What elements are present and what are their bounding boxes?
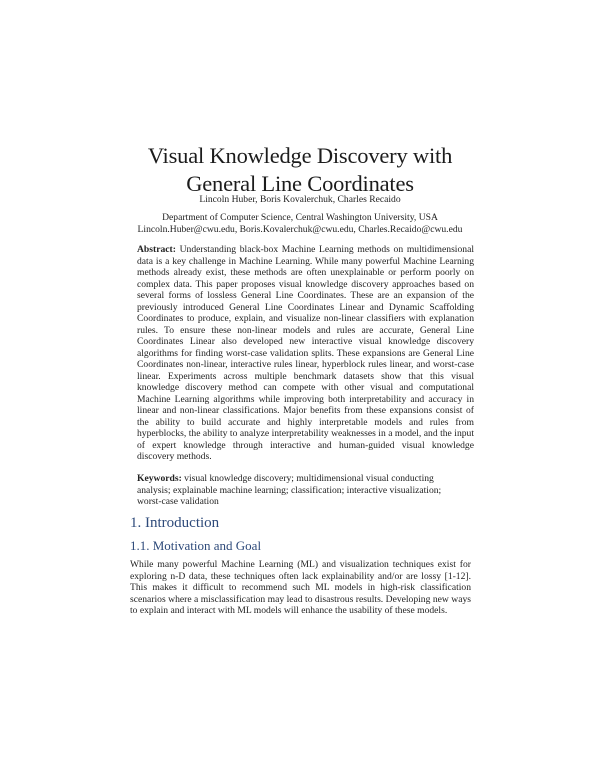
keywords-label: Keywords:: [137, 473, 182, 484]
paper-title: [100, 142, 500, 198]
title-line-1: Visual Knowledge Discovery with: [147, 143, 453, 168]
affiliation: Department of Computer Science, Central Washington University, USA: [162, 212, 438, 223]
subsection-heading-motivation: 1.1. Motivation and Goal: [130, 538, 262, 553]
body-paragraph: While many powerful Machine Learning (ML) and visualization techniques exist for exploring n-D data, these techniques often lack explainability and/or are lossy [1-12]. This makes it difficult to recommend such ML models in high-risk classification scenarios where a misclassification may lead to disastrous results. Developing new ways to explain and interact with ML models will enhance the usability of these models.: [130, 559, 471, 617]
abstract: [137, 244, 474, 463]
keywords-text: visual knowledge discovery; multidimensional visual conducting analysis; explainable machine learning; classification; interactive visualization; worst-case validation: [137, 473, 442, 507]
author-emails: Lincoln.Huber@cwu.edu, Boris.Kovalerchuk@cwu.edu, Charles.Recaido@cwu.edu: [137, 224, 463, 235]
section-heading-introduction: 1. Introduction: [130, 515, 220, 531]
keywords: [137, 473, 459, 508]
abstract-text: Understanding black-box Machine Learning methods on multidimensional data is a key challenge in Machine Learning. While many powerful Machine Learning methods already exist, these methods are often unexplainable or perform poorly on complex data. This paper proposes visual knowledge discovery approaches based on several forms of lossless General Line Coordinates. These are an expansion of the previously introduced General Line Coordinates Linear and Dynamic Scaffolding Coordinates to produce, explain, and visualize non-linear classifiers with explanation rules. To ensure these non-linear models and rules are accurate, General Line Coordinates Linear also developed new interactive visual knowledge discovery algorithms for finding worst-case validation splits. These expansions are General Line Coordinates non-linear, interactive rules linear, hyperblock rules linear, and worst-case linear. Experiments across multiple benchmark datasets show that this visual knowledge discovery method can compete with other visual and computational Machine Learning algorithms while improving both interpretability and accuracy in linear and non-linear classifications. Major benefits from these expansions consist of the ability to build accurate and highly interpretable models and rules from hyperblocks, the ability to analyze interpretability weaknesses in a model, and the input of expert knowledge through interactive and human-guided visual knowledge discovery methods.: [137, 244, 474, 462]
authors: Lincoln Huber, Boris Kovalerchuk, Charles Recaido: [199, 194, 401, 205]
abstract-label: Abstract:: [137, 244, 176, 255]
title-line-2: General Line Coordinates: [186, 171, 414, 196]
